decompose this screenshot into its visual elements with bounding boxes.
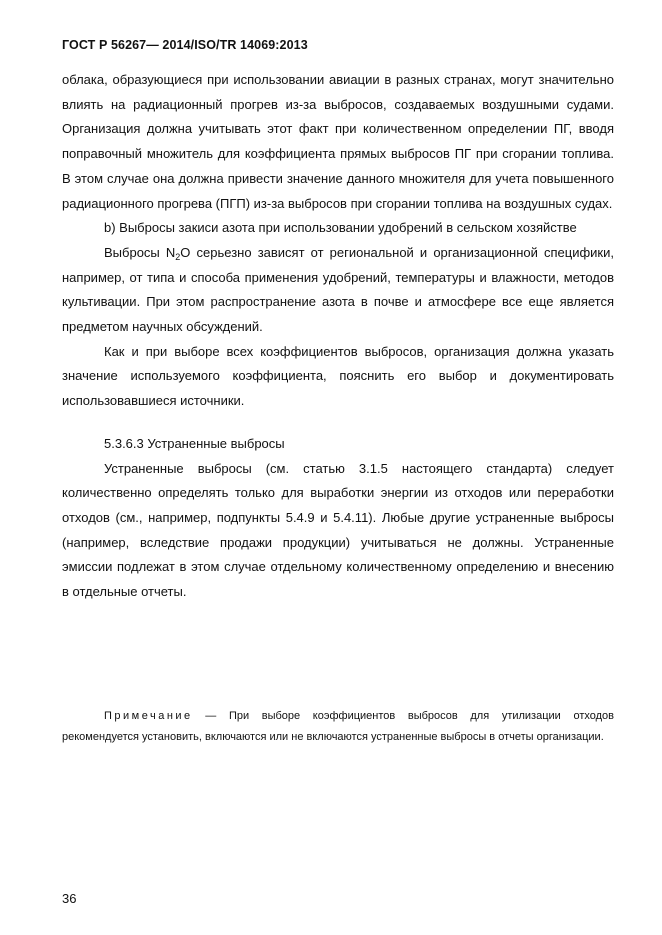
note-text: — При выборе коэффициентов выбросов для утилизации отходов рекомендуется установить, включаются или не включаются устраненные выбросы в отчеты организации. (62, 710, 614, 743)
document-body (62, 68, 614, 605)
n2o-subscript: 2 (175, 251, 181, 262)
paragraph-subheading-nitrous-oxide: b) Выбросы закиси азота при использовании удобрений в сельском хозяйстве (104, 220, 577, 236)
note (62, 706, 614, 748)
note-label: Примечание (104, 710, 193, 722)
n2o-text-rest: O серьезно зависят от региональной и организационной специфики, например, от типа и способа применения удобрений, температуры и влажности, методов культивации. При этом распространение азота в почве и атмосфере все еще является предметом научных обсуждений. (62, 244, 614, 335)
n2o-text-start: Выбросы N (104, 244, 176, 260)
section-gap (62, 414, 614, 432)
section-heading: 5.3.6.3 Устраненные выбросы (104, 435, 285, 451)
paragraph-n2o-emissions (62, 241, 614, 340)
page-number: 36 (62, 891, 77, 906)
paragraph-avoided-emissions: Устраненные выбросы (см. статью 3.1.5 настоящего стандарта) следует количественно определять только для выработки энергии из отходов или переработки отходов (см., например, подпункты 5.4.9 и 5.4.11). Любые другие устраненные выбросы (например, вследствие продажи продукции) учитываться не должны. Устраненные эмиссии подлежат в этом случае отдельному количественному определению и внесению в отдельные отчеты. (62, 460, 614, 600)
standard-header: ГОСТ Р 56267— 2014/ISO/TR 14069:2013 (62, 38, 308, 52)
paragraph-emission-factors: Как и при выборе всех коэффициентов выбросов, организация должна указать значение используемого коэффициента, пояснить его выбор и документировать использовавшиеся источники. (62, 343, 614, 409)
paragraph-aviation: облака, образующиеся при использовании авиации в разных странах, могут значительно влиять на радиационный прогрев из-за выбросов, создаваемых воздушными судами. Организация должна учитывать этот факт при количественном определении ПГ, вводя поправочный множитель для коэффициента прямых выбросов ПГ при сгорании топлива. В этом случае она должна привести значение данного множителя для учета повышенного радиационного прогрева (ПГП) из-за выбросов при сгорании топлива на воздушных судах. (62, 72, 614, 211)
